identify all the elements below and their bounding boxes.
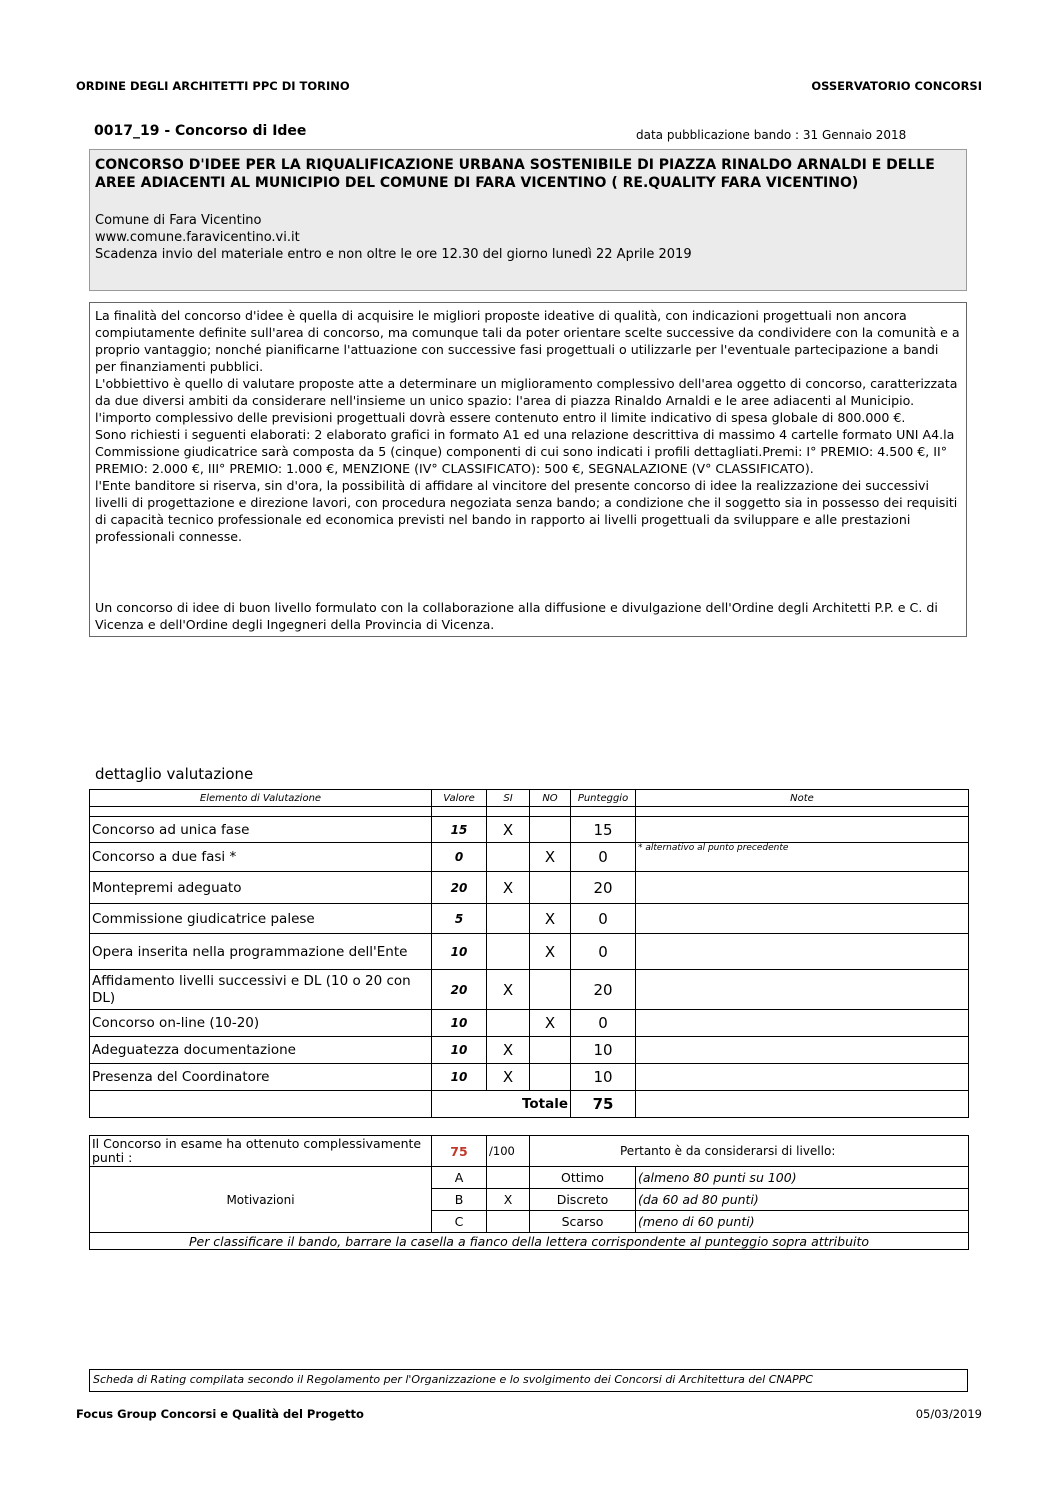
submission-deadline: Scadenza invio del materiale entro e non oltre le ore 12.30 del giorno lunedì 22 Aprile 2019 <box>95 247 692 262</box>
summary-label: Il Concorso in esame ha ottenuto complessivamente punti : <box>90 1136 432 1167</box>
table-row <box>90 1010 969 1037</box>
row-no-mark: X <box>530 1010 571 1037</box>
level-mark[interactable] <box>487 1211 530 1233</box>
level-description: (da 60 ad 80 punti) <box>636 1189 969 1211</box>
row-element: Concorso on-line (10-20) <box>90 1010 432 1037</box>
row-note <box>636 1037 969 1064</box>
footer-group: Focus Group Concorsi e Qualità del Progetto <box>76 1407 364 1421</box>
description-box <box>89 302 967 637</box>
row-score: 0 <box>571 1010 636 1037</box>
col-element: Elemento di Valutazione <box>90 790 432 807</box>
level-label: Pertanto è da considerarsi di livello: <box>530 1136 969 1167</box>
total-row <box>90 1091 969 1118</box>
header-organization: ORDINE DEGLI ARCHITETTI PPC DI TORINO <box>76 79 350 93</box>
row-value: 10 <box>432 934 487 970</box>
table-row <box>90 843 969 872</box>
row-note <box>636 1064 969 1091</box>
evaluation-title: dettaglio valutazione <box>95 765 254 783</box>
row-value: 20 <box>432 872 487 904</box>
row-si-mark <box>487 904 530 934</box>
level-description: (meno di 60 punti) <box>636 1211 969 1233</box>
row-note <box>636 934 969 970</box>
level-name: Discreto <box>530 1189 636 1211</box>
row-element: Commissione giudicatrice palese <box>90 904 432 934</box>
row-element: Adeguatezza documentazione <box>90 1037 432 1064</box>
evaluation-table <box>89 789 969 1118</box>
row-si-mark: X <box>487 817 530 843</box>
row-score: 10 <box>571 1037 636 1064</box>
row-note <box>636 1010 969 1037</box>
score-out-of: /100 <box>487 1136 530 1167</box>
row-si-mark: X <box>487 970 530 1010</box>
total-label: Totale <box>432 1091 571 1118</box>
publication-date: data pubblicazione bando : 31 Gennaio 2018 <box>636 128 907 142</box>
level-mark[interactable] <box>487 1167 530 1189</box>
row-note <box>636 817 969 843</box>
description-closing: Un concorso di idee di buon livello formulato con la collaborazione alla diffusione e divulgazione dell'Ordine degli Architetti P.P. e C. di Vicenza e dell'Ordine degli Ingegneri della Provincia di Vicenza. <box>95 600 938 632</box>
row-value: 20 <box>432 970 487 1010</box>
level-mark[interactable]: X <box>487 1189 530 1211</box>
row-value: 5 <box>432 904 487 934</box>
level-name: Ottimo <box>530 1167 636 1189</box>
row-element: Concorso ad unica fase <box>90 817 432 843</box>
row-si-mark <box>487 1010 530 1037</box>
row-note: * alternativo al punto precedente <box>636 843 969 872</box>
instruction-row <box>90 1233 969 1250</box>
table-row <box>90 872 969 904</box>
row-note <box>636 970 969 1010</box>
level-description: (almeno 80 punti su 100) <box>636 1167 969 1189</box>
row-no-mark: X <box>530 934 571 970</box>
header-section: OSSERVATORIO CONCORSI <box>811 79 982 93</box>
row-score: 10 <box>571 1064 636 1091</box>
row-value: 10 <box>432 1010 487 1037</box>
row-score: 0 <box>571 904 636 934</box>
rating-footnote: Scheda di Rating compilata secondo il Regolamento per l'Organizzazione e lo svolgimento dei Concorsi di Architettura del CNAPPC <box>89 1369 968 1392</box>
row-score: 15 <box>571 817 636 843</box>
level-letter: B <box>432 1189 487 1211</box>
title-box <box>89 149 967 291</box>
table-row <box>90 817 969 843</box>
col-si: SI <box>487 790 530 807</box>
row-element: Affidamento livelli successivi e DL (10 o 20 con DL) <box>90 970 432 1010</box>
col-value: Valore <box>432 790 487 807</box>
row-si-mark <box>487 843 530 872</box>
total-value: 75 <box>571 1091 636 1118</box>
spacer-row <box>90 807 969 817</box>
row-si-mark <box>487 934 530 970</box>
row-score: 0 <box>571 843 636 872</box>
table-row <box>90 970 969 1010</box>
col-notes: Note <box>636 790 969 807</box>
row-element: Montepremi adeguato <box>90 872 432 904</box>
level-letter: A <box>432 1167 487 1189</box>
row-score: 20 <box>571 970 636 1010</box>
row-no-mark <box>530 1037 571 1064</box>
row-si-mark: X <box>487 1064 530 1091</box>
competition-info <box>95 212 692 263</box>
summary-score-row <box>90 1136 969 1167</box>
table-row <box>90 904 969 934</box>
row-no-mark: X <box>530 904 571 934</box>
level-row <box>90 1167 969 1189</box>
table-row <box>90 1064 969 1091</box>
row-note <box>636 904 969 934</box>
footer-date: 05/03/2019 <box>915 1407 982 1421</box>
motivations-label: Motivazioni <box>90 1167 432 1233</box>
entity-website[interactable]: www.comune.faravicentino.vi.it <box>95 230 300 245</box>
row-no-mark: X <box>530 843 571 872</box>
overall-score: 75 <box>432 1136 487 1167</box>
description-body: La finalità del concorso d'idee è quella di acquisire le migliori proposte ideative di qualità, con indicazioni progettuali non ancora compiutamente definite sull'area di concorso, ma comunque tali da poter orientare scelte successive da condividere con la comunità e a proprio vantaggio; nonché pianificarne l'attuazione con successive fasi progettuali o utilizzarle per l'eventuale partecipazione a bandi per finanziamenti pubblici. L'obbiettivo è quello di valutare proposte atte a determinare un miglioramento complessivo dell'area oggetto di concorso, caratterizzata da due diversi ambiti da considerare nell'insieme un unico spazio: l'area di piazza Rinaldo Arnaldi e le aree adiacenti al Municipio. l'importo complessivo delle previsioni progettuali dovrà essere contenuto entro il limite indicativo di spesa globale di 800.000 €. Sono richiesti i seguenti elaborati: 2 elaborato grafici in formato A1 ed una relazione descrittiva di massimo 4 cartelle formato UNI A4.la Commissione giudicatrice sarà composta da 5 (cinque) componenti di cui sono indicati i profili dettagliati.Premi: I° PREMIO: 4.500 €, II° PREMIO: 2.000 €, III° PREMIO: 1.000 €, MENZIONE (IV° CLASSIFICATO): 500 €, SEGNALAZIONE (V° CLASSIFICATO). l'Ente banditore si riserva, sin d'ora, la possibilità di affidare al vincitore del presente concorso di idee la realizzazione dei successivi livelli di progettazione e direzione lavori, con procedura negoziata senza bando; a condizione che il soggetto sia in possesso dei requisiti di capacità tecnico professionale ed economica previsti nel bando in rapporto ai livelli progettuali da sviluppare e alle prestazioni professionali connesse. <box>95 308 960 544</box>
row-value: 10 <box>432 1064 487 1091</box>
row-element: Opera inserita nella programmazione dell'Ente <box>90 934 432 970</box>
classification-instruction: Per classificare il bando, barrare la casella a fianco della lettera corrispondente al punteggio sopra attribuito <box>90 1233 969 1250</box>
evaluation-header-row <box>90 790 969 807</box>
row-value: 15 <box>432 817 487 843</box>
row-si-mark: X <box>487 1037 530 1064</box>
row-no-mark <box>530 872 571 904</box>
row-element: Concorso a due fasi * <box>90 843 432 872</box>
row-score: 20 <box>571 872 636 904</box>
competition-code: 0017_19 - Concorso di Idee <box>94 123 307 139</box>
row-no-mark <box>530 970 571 1010</box>
summary-table <box>89 1135 969 1250</box>
competition-title: CONCORSO D'IDEE PER LA RIQUALIFICAZIONE URBANA SOSTENIBILE DI PIAZZA RINALDO ARNALDI E DELLE AREE ADIACENTI AL MUNICIPIO DEL COMUNE DI FARA VICENTINO ( RE.QUALITY FARA VICENTINO) <box>95 157 935 191</box>
level-letter: C <box>432 1211 487 1233</box>
col-no: NO <box>530 790 571 807</box>
row-no-mark <box>530 1064 571 1091</box>
row-no-mark <box>530 817 571 843</box>
col-score: Punteggio <box>571 790 636 807</box>
table-row <box>90 934 969 970</box>
table-row <box>90 1037 969 1064</box>
row-element: Presenza del Coordinatore <box>90 1064 432 1091</box>
row-value: 10 <box>432 1037 487 1064</box>
row-si-mark: X <box>487 872 530 904</box>
row-value: 0 <box>432 843 487 872</box>
row-score: 0 <box>571 934 636 970</box>
row-note <box>636 872 969 904</box>
level-name: Scarso <box>530 1211 636 1233</box>
entity-name: Comune di Fara Vicentino <box>95 213 262 228</box>
